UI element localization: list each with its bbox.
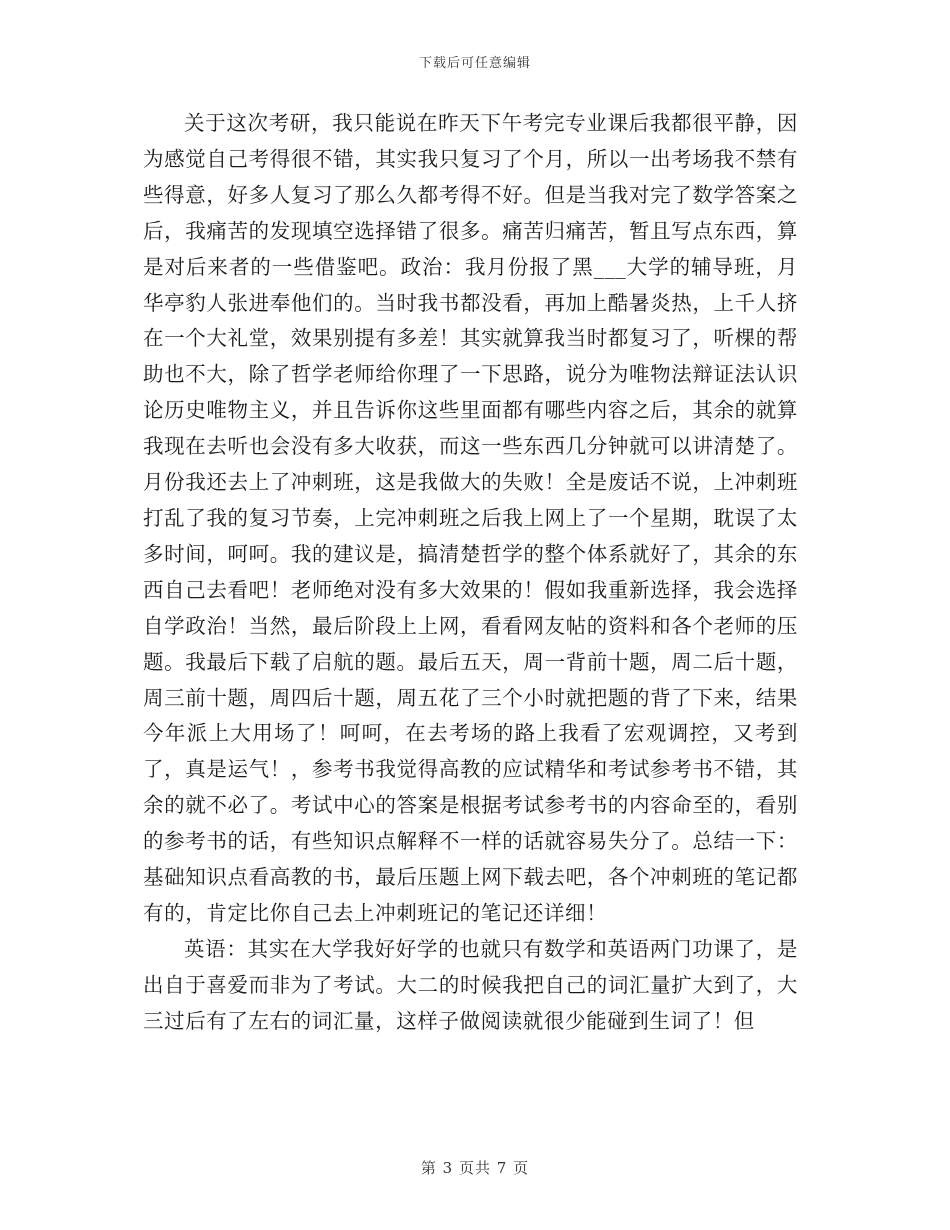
paragraph-politics: 关于这次考研，我只能说在昨天下午考完专业课后我都很平静，因为感觉自己考得很不错，其实我只复习了个月，所以一出考场我不禁有些得意，好多人复习了那么久都考得不好。但是当我对完了数学答案之后，我痛苦的发现填空选择错了很多。痛苦归痛苦，暂且写点东西，算是对后来者的一些借鉴吧。政治：我月份报了黑___大学的辅导班，月华亭豹人张进奉他们的。当时我书都没看，再加上酷暑炎热，上千人挤在一个大礼堂，效果别提有多差！其实就算我当时都复习了，听棵的帮助也不大，除了哲学老师给你理了一下思路，说分为唯物法辩证法认识论历史唯物主义，并且告诉你这些里面都有哪些内容之后，其余的就算我现在去听也会没有多大收获，而这一些东西几分钟就可以讲清楚了。月份我还去上了冲刺班，这是我做大的失败！全是废话不说，上冲刺班打乱了我的复习节奏，上完冲刺班之后我上网上了一个星期，耽误了太多时间，呵呵。我的建议是，搞清楚哲学的整个体系就好了，其余的东西自己去看吧！老师绝对没有多大效果的！假如我重新选择，我会选择自学政治！当然，最后阶段上上网，看看网友帖的资料和各个老师的压题。我最后下载了启航的题。最后五天，周一背前十题，周二后十题，周三前十题，周四后十题，周五花了三个小时就把题的背了下来，结果今年派上大用场了！呵呵，在去考场的路上我看了宏观调控，又考到了，真是运气！，参考书我觉得高教的应试精华和考试参考书不错，其余的就不必了。考试中心的答案是根据考试参考书的内容命至的，看别的参考书的话，有些知识点解释不一样的话就容易失分了。总结一下：基础知识点看高教的书，最后压题上网下载去吧，各个冲刺班的笔记都有的，肯定比你自己去上冲刺班记的笔记还详细！ bbox=[143, 111, 798, 925]
page-header: 下载后可任意编辑 bbox=[418, 56, 531, 71]
document-body bbox=[143, 106, 798, 1040]
paragraph-english: 英语：其实在大学我好好学的也就只有数学和英语两门功课了，是出自于喜爱而非为了考试。大二的时候我把自己的词汇量扩大到了，大三过后有了左右的词汇量，这样子做阅读就很少能碰到生词了！但 bbox=[143, 936, 798, 1033]
page-number: 第 3 页共 7 页 bbox=[420, 1159, 530, 1177]
